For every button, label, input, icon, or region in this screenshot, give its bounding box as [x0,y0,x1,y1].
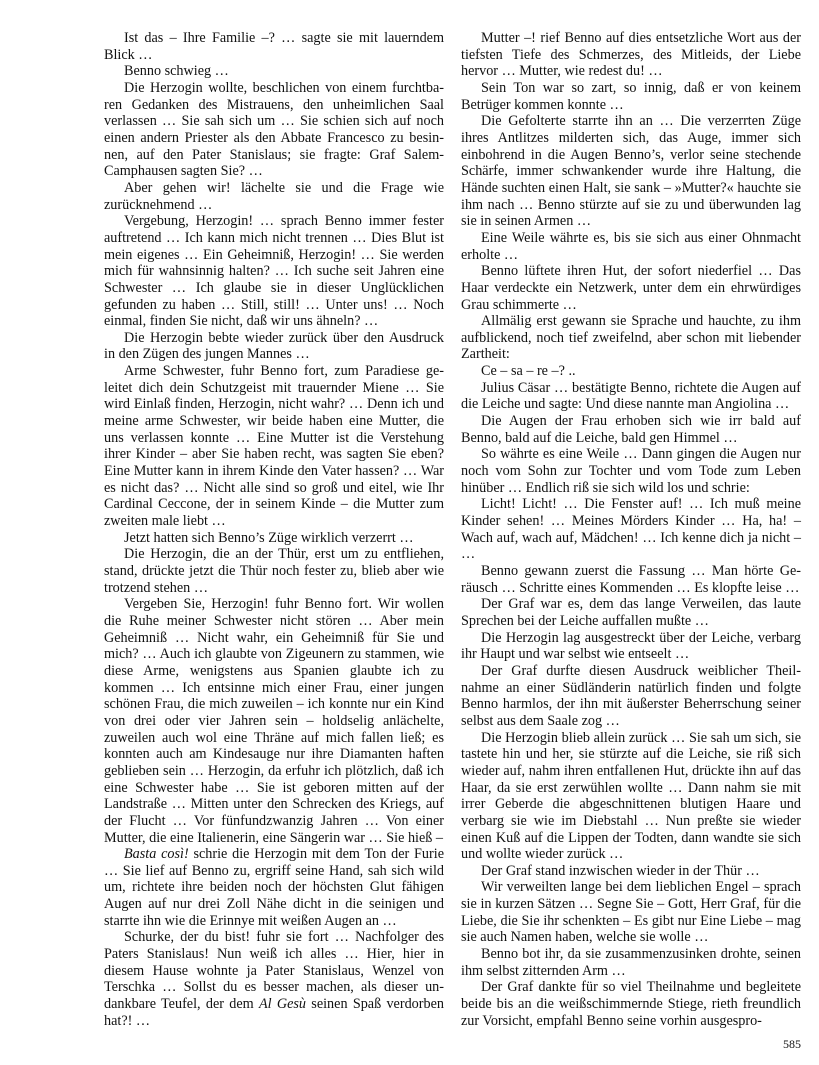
paragraph: Julius Cäsar … bestätigte Benno, richtete die Augen auf die Leiche und sagte: Und diese nannte man Angiolina … [461,379,801,413]
paragraph: Die Herzogin wollte, beschlichen von einem furchtbaren Gedanken des Mistrauens, den unheimlichen Saal verlassen … Sie sah sich um … Sie schien sich auf noch einen andern Priester als den Abbate Francesco zu besinnen, auf den Pater Stanislaus; sie fragte: Graf Salem-Camphausen sagten Sie? … [104,79,444,180]
right-column [461,30,801,1029]
paragraph: Der Graf war es, dem das lange Verweilen, das laute Sprechen bei der Leiche auffallen mußte … [461,596,801,629]
paragraph: So währte es eine Weile … Dann gingen die Augen nur noch vom Sohn zur Tochter und vom Tode zum Leben hinüber … Endlich riß sie sich wild los und schrie: [461,446,801,496]
paragraph: Benno bot ihr, da sie zusammenzusinken drohte, seinen ihm selbst zitternden Arm … [461,946,801,979]
paragraph: Die Herzogin lag ausgestreckt über der Leiche, verbarg ihr Haupt und war selbst wie entseelt … [461,629,801,663]
paragraph: Ist das – Ihre Familie –? … sagte sie mit lauerndem Blick … [104,30,444,63]
paragraph: Eine Weile währte es, bis sie sich aus einer Ohnmacht erholte … [461,229,801,263]
paragraph: Der Graf stand inzwischen wieder in der Thür … [481,862,760,879]
paragraph: Vergeben Sie, Herzogin! fuhr Benno fort. Wir wollen die Ruhe meiner Schwester nicht stören … Aber mein Geheimniß … Nicht wahr, ein Geheimniß für Sie und mich? … Auch ich glaubte von Zigeunern zu stammen, wie diese Arme, wenigstens aus Spanien glaubte ich zu kommen … Ich entsinne mich einer Frau, einer jungen schönen Frau, die mich zuweilen – ich konnte nur ein Kind von drei oder vier Jahren sein – holdselig anlächelte, zuweilen auch wol eine Thräne auf mich fallen ließ; es konnten auch am Kindesauge nur ihre Diamanten haften geblieben sein … Herzogin, da erfuhr ich plötzlich, daß ich eine Schwester habe … Sie ist geboren mitten auf der Landstraße … Mitten unter den Schrecken des Kriegs, auf der Flucht … Vor fünfundzwanzig Jahren … Von einer Mutter, die eine Italienerin, eine Sängerin war … Sie hieß – [104,596,444,846]
paragraph: Die Herzogin bebte wieder zurück über den Ausdruck in den Zügen des jungen Mannes … [104,329,444,363]
paragraph: Die Gefolterte starrte ihn an … Die verzerrten Züge ihres Antlitzes milderten sich, das Auge, immer sich einbohrend in die Augen Benno’s, verlor seine stechende Schärfe, immer schwankender wurde ihre Haltung, die Hände suchten einen Halt, sie sank – »Mutter?« hauchte sie ihm nach … Benno stürzte auf sie zu und überwunden lag sie in seinen Armen … [461,113,801,230]
paragraph: Jetzt hatten sich Benno’s Züge wirklich verzerrt … [124,529,414,546]
paragraph: Ce – sa – re –? .. [481,363,576,380]
paragraph: Benno lüftete ihren Hut, der sofort niederfiel … Das Haar verdeckte ein Netzwerk, unter dem ein ehrwürdiges Grau schimmerte … [461,263,801,313]
italic-phrase: Al Gesù [258,996,307,1013]
paragraph [104,846,444,929]
paragraph: Vergebung, Herzogin! … sprach Benno immer fester auftretend … Ich kann mich nicht trennen … Dies Blut ist mein eigenes … Ein Geheimniß, Herzogin! … Sie werden mich für wahnsinnig halten? … Ich suche seit Jahren eine Schwester … Ich glaube sie in dieser Unglücklichen gefunden zu haben … Still, still! … Unter uns! … Noch einmal, finden Sie nicht, daß wir uns ähneln? … [104,213,444,330]
paragraph: Der Graf durfte diesen Ausdruck weiblicher Theilnahme an einer Südländerin natürlich finden und folgte Benno harmlos, der ihn mit äußerster Beherrschung seiner selbst aus dem Saale zog … [461,662,801,729]
left-column [104,30,444,1029]
paragraph [104,929,444,1029]
paragraph: Benno gewann zuerst die Fassung … Man hörte Geräusch … Schritte eines Kommenden … Es klopfte leise … [461,563,801,596]
italic-phrase: Basta così! [124,846,189,863]
paragraph: Aber gehen wir! lächelte sie und die Frage wie zurücknehmend … [104,179,444,213]
paragraph: Der Graf dankte für so viel Theilnahme und begleitete beide bis an die weißschimmernde Stiege, rieth freundlich zur Vorsicht, empfahl Benno seine vorhin ausgespro- [461,979,801,1029]
paragraph-text: schrie die Herzogin mit dem Ton der Furie … Sie lief auf Benno zu, ergriff seine Hand, sah sich wild um, richtete ihre beiden noch der höchsten Glut fähigen Augen auf nur drei Zoll Nähe dicht in die seinigen und starrte ihn wie die Erinnye mit weißen Augen an … [104,846,444,929]
paragraph-text: Schurke, der du bist! fuhr sie fort … Nachfolger des Paters Stanislaus! Nun weiß ich alles … Hier, hier in diesem Hause wohnte ja Pater Stanislaus, Wenzel von Terschka … Sollst du es besser machen, als dieser undankbare Teufel, der dem [104,929,444,1013]
paragraph: Die Herzogin, die an der Thür, erst um zu entfliehen, stand, drückte jetzt die Thür noch fester zu, blieb aber wie trotzend stehen … [104,546,444,596]
paragraph: Sein Ton war so zart, so innig, daß er von keinem Betrüger kommen konnte … [461,79,801,113]
paragraph: Mutter –! rief Benno auf dies entsetzliche Wort aus der tiefsten Tiefe des Schmerzes, des Mitleids, der Liebe hervor … Mutter, wie redest du! … [461,30,801,80]
paragraph: Arme Schwester, fuhr Benno fort, zum Paradiese geleitet dich dein Schutzgeist mit trauernder Miene … Sie wird Einlaß finden, Herzogin, nicht wahr? … Denn ich und meine arme Schwester, wir beide haben eine Mutter, die uns verlassen konnte … Eine Mutter ist die Verstehung ihrer Kinder – aber Sie haben recht, was sagten Sie eben? Eine Mutter kann in ihrem Kinde den Vater hassen? … War es nicht das? … Nicht alle sind so groß und eitel, wie Ihr Cardinal Ceccone, der in seinem Kinde – die Mutter zum zweiten male liebt … [104,363,444,530]
paragraph-text: seinen Spaß verdorben hat?! … [104,996,444,1029]
paragraph: Wir verweilten lange bei dem lieblichen Engel – sprach sie in kurzen Sätzen … Segne Sie – Gott, Herr Graf, für die Liebe, die Sie ihr schenkten – Es gibt nur Eine Liebe – mag sie auch Namen haben, welche sie wolle … [461,879,801,946]
paragraph: Allmälig erst gewann sie Sprache und hauchte, zu ihm aufblickend, noch tief zweifelnd, aber schon mit liebender Zartheit: [461,313,801,363]
paragraph: Licht! Licht! … Die Fenster auf! … Ich muß meine Kinder sehen! … Meines Mörders Kinder … Ha, ha! – Wach auf, wach auf, Mädchen! … Ich kenne dich ja nicht – … [461,496,801,563]
paragraph: Benno schwieg … [124,63,229,80]
paragraph: Die Herzogin blieb allein zurück … Sie sah um sich, sie tastete hin und her, sie stürzte auf die Leiche, sie riß sich wieder auf, nahm ihren entfallenen Hut, drückte ihn auf das Haar, da sie erst zerwühlen wollte … Dann nahm sie mit irrer Geberde die abgeschnittenen blutigen Haare und verbarg sie wie im Diebstahl … Nun preßte sie wieder einen Kuß auf die Lippen der Todten, dann wandte sie sich und wollte wieder zurück … [461,729,801,863]
paragraph: Die Augen der Frau erhoben sich wie irr bald auf Benno, bald auf die Leiche, bald gen Himmel … [461,413,801,446]
page-number: 585 [783,1037,801,1051]
